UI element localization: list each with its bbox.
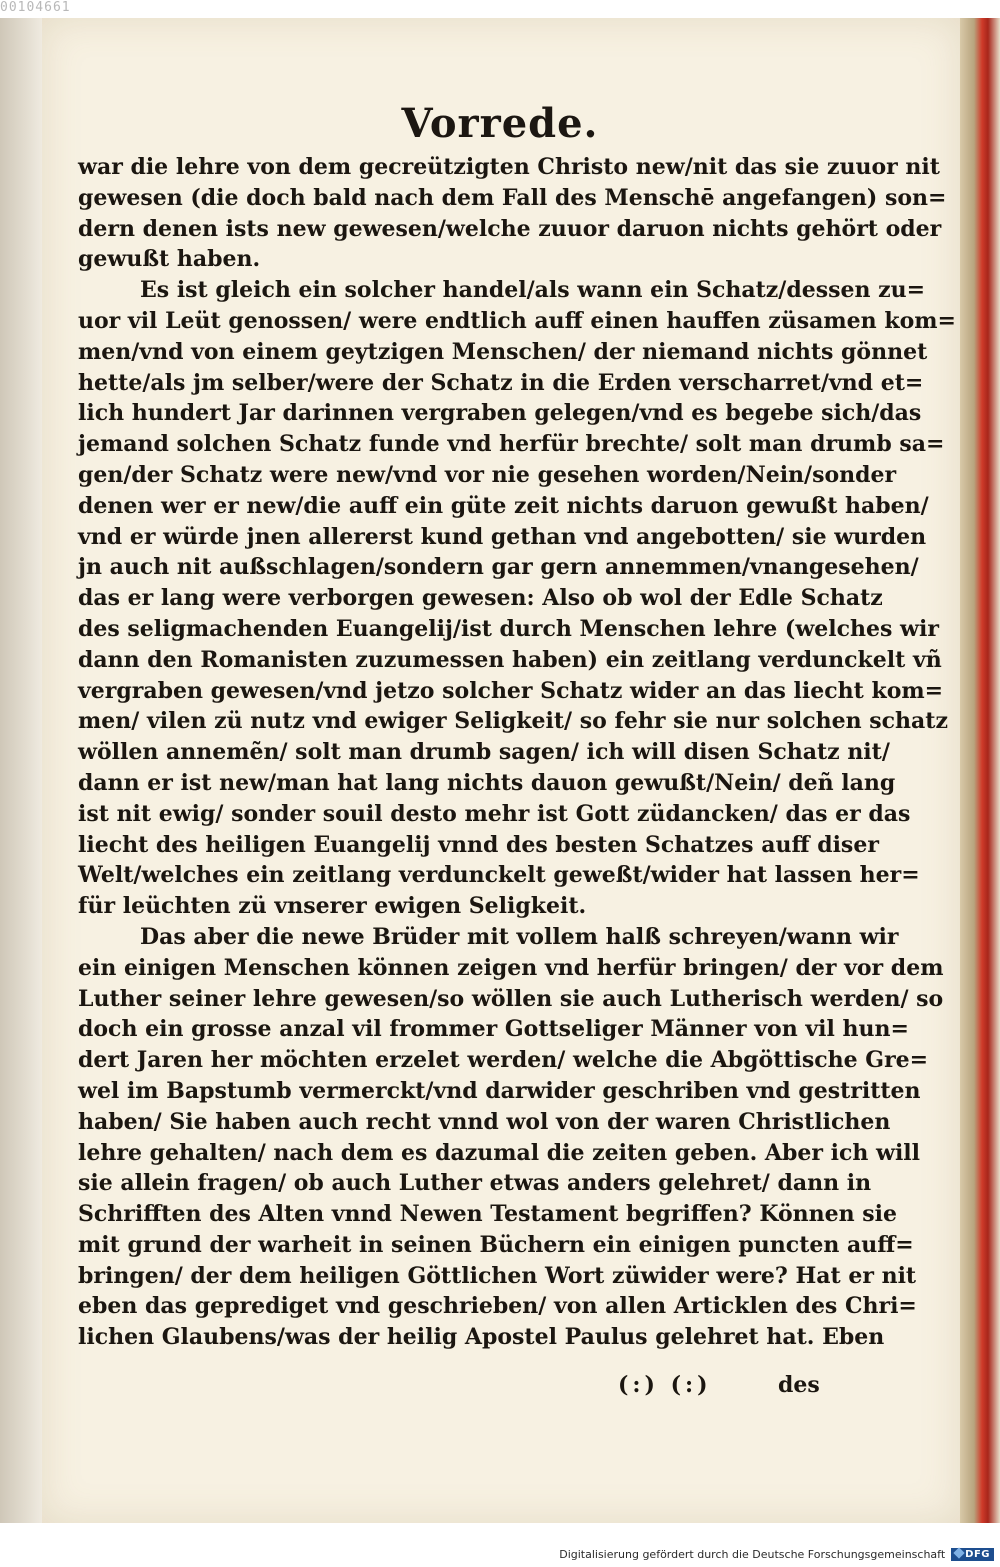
text-line: eben das geprediget vnd geschrieben/ von allen Articklen des Chri= xyxy=(78,1293,917,1320)
text-line: dert Jaren her möchten erzelet werden/ welche die Abgöttische Gre= xyxy=(78,1047,929,1074)
text-line: dann den Romanisten zuzumessen haben) ein zeitlang verdunckelt vñ xyxy=(78,646,942,673)
text-line: vergraben gewesen/vnd jetzo solcher Schatz wider an das liecht kom= xyxy=(78,677,944,704)
scan-id-label: 00104661 xyxy=(0,0,71,15)
page-edge xyxy=(960,18,1000,1523)
text-line: Schrifften des Alten vnnd Newen Testament begriffen? Können sie xyxy=(78,1201,898,1228)
text-line: doch ein grosse anzal vil frommer Gottseliger Männer von vil hun= xyxy=(78,1016,909,1043)
text-line: wöllen annemẽn/ solt man drumb sagen/ ich will disen Schatz nit/ xyxy=(78,739,890,766)
text-line: vnd er würde jnen allererst kund gethan vnd angebotten/ sie wurden xyxy=(78,523,927,550)
dfg-logo-text: DFG xyxy=(965,1549,990,1560)
text-line: gewußt haben. xyxy=(78,246,261,273)
text-line: haben/ Sie haben auch recht vnnd wol von der waren Christlichen xyxy=(78,1108,891,1135)
text-line: jemand solchen Schatz funde vnd herfür brechte/ solt man drumb sa= xyxy=(78,431,945,458)
signature-row xyxy=(78,1372,826,1408)
signature-mark: (:) (:) xyxy=(618,1372,712,1398)
text-line: des seligmachenden Euangelij/ist durch Menschen lehre (welches wir xyxy=(78,615,939,642)
text-line: uor vil Leüt genossen/ were endtlich auff einen hauffen züsamen kom= xyxy=(78,307,956,334)
text-line: Welt/welches ein zeitlang verdunckelt geweßt/wider hat lassen her= xyxy=(78,862,920,889)
dfg-logo-icon xyxy=(953,1547,964,1558)
text-line: men/ vilen zü nutz vnd ewiger Seligkeit/ so fehr sie nur solchen schatz xyxy=(78,708,948,735)
text-line: gen/der Schatz were new/vnd vor nie gesehen worden/Nein/sonder xyxy=(78,461,897,488)
text-line: gewesen (die doch bald nach dem Fall des Menschē angefangen) son= xyxy=(78,184,947,211)
text-line: Das aber die newe Brüder mit vollem halß schreyen/wann wir xyxy=(140,923,899,950)
text-line: ist nit ewig/ sonder souil desto mehr ist Gott züdancken/ das er das xyxy=(78,800,911,827)
text-line: das er lang were verborgen gewesen: Also ob wol der Edle Schatz xyxy=(78,585,883,612)
text-line: lehre gehalten/ nach dem es dazumal die zeiten geben. Aber ich will xyxy=(78,1139,921,1166)
text-line: men/vnd von einem geytzigen Menschen/ der niemand nichts gönnet xyxy=(78,338,928,365)
body-text xyxy=(78,152,956,1353)
text-line: dern denen ists new gewesen/welche zuuor daruon nichts gehört oder xyxy=(78,215,942,242)
book-binding xyxy=(0,18,42,1523)
dfg-logo xyxy=(951,1548,994,1561)
text-line: lichen Glaubens/was der heilig Apostel Paulus gelehret hat. Eben xyxy=(78,1324,885,1351)
text-line: für leüchten zü vnserer ewigen Seligkeit. xyxy=(78,893,587,920)
text-line: hette/als jm selber/were der Schatz in die Erden verscharret/vnd et= xyxy=(78,369,924,396)
text-line: mit grund der warheit in seinen Büchern ein einigen puncten auff= xyxy=(78,1231,914,1258)
running-head: Vorrede. xyxy=(401,100,599,147)
catchword: des xyxy=(778,1372,820,1398)
text-line: war die lehre von dem gecreützigten Christo new/nit das sie zuuor nit xyxy=(78,154,940,180)
dfg-credit xyxy=(559,1548,994,1561)
text-line: sie allein fragen/ ob auch Luther etwas anders gelehret/ dann in xyxy=(78,1170,872,1197)
text-line: lich hundert Jar darinnen vergraben gelegen/vnd es begebe sich/das xyxy=(78,400,922,427)
text-line: dann er ist new/man hat lang nichts dauon gewußt/Nein/ deñ lang xyxy=(78,769,896,796)
text-line: denen wer er new/die auff ein güte zeit nichts daruon gewußt haben/ xyxy=(78,492,929,519)
text-line: ein einigen Menschen können zeigen vnd herfür bringen/ der vor dem xyxy=(78,954,944,981)
text-line: bringen/ der dem heiligen Göttlichen Wort züwider were? Hat er nit xyxy=(78,1262,917,1289)
text-line: Es ist gleich ein solcher handel/als wann ein Schatz/dessen zu= xyxy=(140,277,926,304)
text-line: Luther seiner lehre gewesen/so wöllen sie auch Lutherisch werden/ so xyxy=(78,985,944,1012)
text-line: liecht des heiligen Euangelij vnnd des besten Schatzes auff diser xyxy=(78,831,879,858)
text-line: wel im Bapstumb vermerckt/vnd darwider geschriben vnd gestritten xyxy=(78,1077,921,1104)
dfg-credit-text: Digitalisierung gefördert durch die Deutsche Forschungsgemeinschaft xyxy=(559,1548,946,1561)
text-line: jn auch nit außschlagen/sondern gar gern annemmen/vnangesehen/ xyxy=(78,554,919,581)
